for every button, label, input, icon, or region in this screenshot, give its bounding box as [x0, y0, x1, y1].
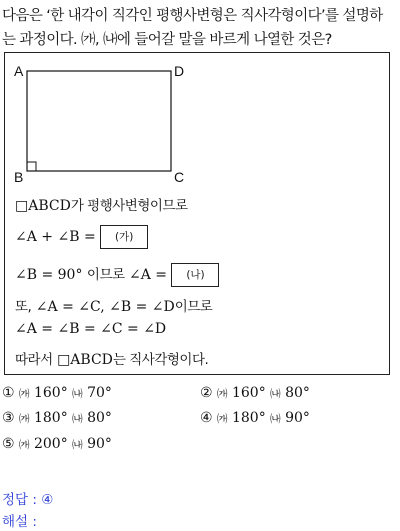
proof-line-6-suffix: 는 직사각형이다. — [112, 352, 209, 368]
choice-5-number: ⑤ — [2, 436, 15, 452]
rectangle-figure — [5, 53, 391, 193]
choice-1[interactable] — [2, 385, 112, 401]
proof-line-4-suffix: 이므로 — [174, 299, 213, 315]
blank-na-box: (나) — [171, 263, 219, 287]
choice-2-ga-marker: ㈎ — [217, 388, 228, 400]
vertex-a-label: A — [14, 63, 24, 79]
choice-2-ga-value: 160° — [231, 385, 266, 401]
proof-line-6-prefix: 따라서 — [15, 352, 53, 368]
explanation-label: 해설 : — [2, 514, 37, 530]
proof-box — [4, 52, 390, 375]
choice-2-na-value: 80° — [285, 385, 310, 401]
choice-5-ga-value: 200° — [33, 436, 68, 452]
rectangle-abcd — [27, 71, 171, 171]
choice-5-ga-marker: ㈎ — [19, 439, 30, 451]
proof-line-4-prefix: 또, — [15, 299, 32, 315]
right-angle-mark — [27, 162, 36, 171]
choice-1-ga-marker: ㈎ — [19, 388, 30, 400]
choice-2-number: ② — [200, 385, 213, 401]
choice-5-na-marker: ㈏ — [72, 439, 83, 451]
proof-line-3 — [15, 263, 219, 287]
proof-line-3-angle: ∠B = 90° — [15, 267, 83, 283]
proof-line-1 — [15, 194, 188, 214]
vertex-d-label: D — [174, 63, 185, 79]
choice-3-na-marker: ㈏ — [72, 413, 83, 425]
choice-4-na-marker: ㈏ — [270, 413, 281, 425]
choice-4-number: ④ — [200, 410, 213, 426]
choice-1-number: ① — [2, 385, 15, 401]
vertex-c-label: C — [174, 169, 185, 185]
proof-line-2 — [15, 225, 148, 249]
choice-4-na-value: 90° — [285, 410, 310, 426]
choice-2-na-marker: ㈏ — [270, 388, 281, 400]
proof-line-6 — [15, 348, 208, 368]
proof-line-5: ∠A = ∠B = ∠C = ∠D — [15, 321, 167, 337]
proof-line-3-connector: 이므로 — [86, 267, 125, 283]
proof-line-2-text: ∠A + ∠B = — [15, 229, 96, 245]
choice-2[interactable] — [200, 385, 310, 401]
blank-ga-box: (가) — [100, 225, 148, 249]
proof-line-4-equalities: ∠A = ∠C, ∠B = ∠D — [35, 299, 175, 315]
choice-4-ga-value: 180° — [231, 410, 266, 426]
proof-line-1-text: 가 평행사변형이므로 — [70, 198, 188, 214]
choice-1-ga-value: 160° — [33, 385, 68, 401]
question-line-2: 는 과정이다. ㈎, ㈏에 들어갈 말을 바르게 나열한 것은? — [2, 32, 332, 48]
choice-1-na-marker: ㈏ — [72, 388, 83, 400]
choice-1-na-value: 70° — [87, 385, 112, 401]
choice-3-ga-marker: ㈎ — [19, 413, 30, 425]
proof-line-4 — [15, 295, 212, 315]
choice-4[interactable] — [200, 410, 310, 426]
choice-3-na-value: 80° — [87, 410, 112, 426]
proof-line-1-math: □ABCD — [15, 198, 71, 214]
choice-3[interactable] — [2, 410, 112, 426]
choice-3-ga-value: 180° — [33, 410, 68, 426]
proof-line-3-angle-a: ∠A = — [129, 267, 168, 283]
choice-4-ga-marker: ㈎ — [217, 413, 228, 425]
choice-5-na-value: 90° — [87, 436, 112, 452]
vertex-b-label: B — [14, 169, 24, 185]
proof-line-6-math: □ABCD — [57, 352, 113, 368]
choice-3-number: ③ — [2, 410, 15, 426]
answer-label: 정답 : ④ — [2, 492, 54, 508]
question-line-1: 다음은 ‘한 내각이 직각인 평행사변형은 직사각형이다’를 설명하 — [2, 8, 383, 24]
choice-5[interactable] — [2, 436, 112, 452]
